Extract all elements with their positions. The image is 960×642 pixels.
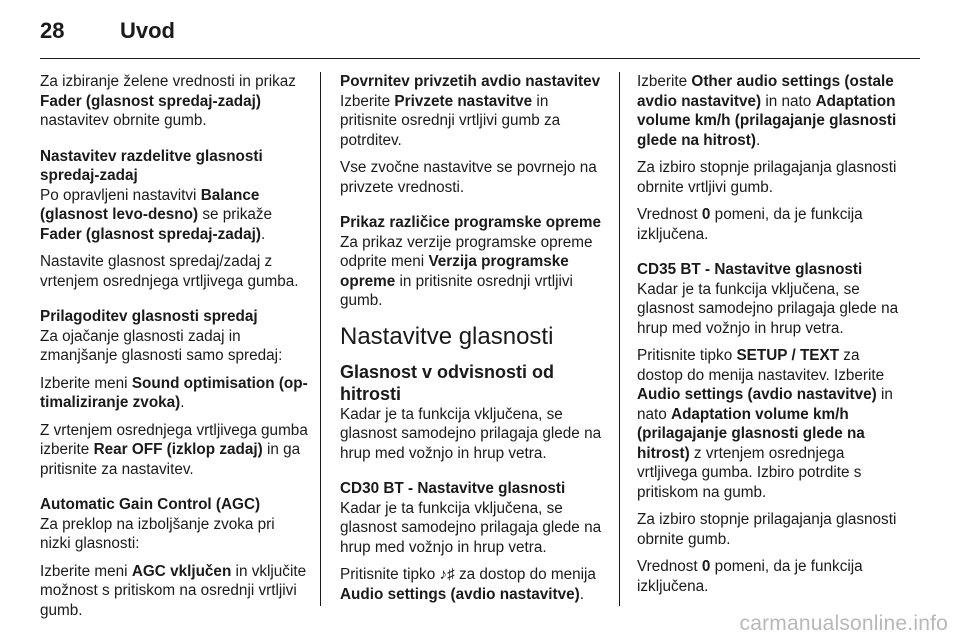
paragraph: Za prikaz verzije programske opreme odprite meni Verzija programske opreme in pritisnite osrednji vrtljivi gumb. <box>340 233 593 309</box>
audio-key-icon: ♪♯ <box>439 566 455 583</box>
paragraph: Vse zvočne nastavitve se povrnejo na privzete vrednosti. <box>340 159 597 196</box>
heading-defaults: Povrnitev privzetih avdio nastavitev <box>340 73 601 90</box>
paragraph: Za ojačanje glasnosti zadaj in zmanjšanje glasnosti samo spredaj: <box>40 327 283 364</box>
page-header <box>40 18 175 48</box>
heading-cd35: CD35 BT - Nastavitve glasnosti <box>637 261 863 278</box>
paragraph: Pritisnite tipko ♪♯ za dostop do menija Audio settings (avdio nastavitve). <box>340 566 596 603</box>
paragraph: Kadar je ta funkcija vključena, se glasnost samodejno prilagaja glede na hrup med vožnjo in hrup vetra. <box>637 280 899 337</box>
paragraph: Vrednost 0 pomeni, da je funkcija izključena. <box>637 558 863 595</box>
chapter-title: Uvod <box>120 18 175 43</box>
column-1 <box>40 72 308 628</box>
paragraph: Izberite Privzete nastavitve in pritisnite osrednji vrtljivi gumb za potrditev. <box>340 92 561 149</box>
paragraph: Izberite Other audio settings (ostale avdio nastavitve) in nato Adaptation volume km/h (prilagajanje glasnosti glede na hitrost). <box>637 73 897 149</box>
paragraph: Za izbiranje želene vrednosti in prikaz Fader (glasnost spredaj-zadaj) nastavitev obrnite gumb. <box>40 73 296 129</box>
paragraph: Za preklop na izboljšanje zvoka pri nizki glasnosti: <box>40 515 275 552</box>
header-rule <box>40 58 920 59</box>
subsection-title: Glasnost v odvisnosti od hitrosti <box>340 361 555 404</box>
page-number: 28 <box>40 18 65 43</box>
paragraph: Izberite meni AGC vključen in vključite možnost s pritiskom na osrednji vrtljivi gumb. <box>40 562 307 619</box>
column-divider-1 <box>320 72 321 606</box>
section-title: Nastavitve glasnosti <box>340 322 554 350</box>
heading-balance: Nastavitev razdelitve glasnosti spredaj-zadaj <box>40 147 263 184</box>
heading-agc: Automatic Gain Control (AGC) <box>40 496 261 513</box>
paragraph: Za izbiro stopnje prilagajanja glasnosti obrnite vrtljivi gumb. <box>637 159 897 196</box>
paragraph: Za izbiro stopnje prilagajanja glasnosti obrnite gumb. <box>637 511 897 548</box>
paragraph: Izberite meni Sound optimisation (optimaliziranje zvoka). <box>40 374 308 411</box>
heading-software-version: Prikaz različice programske opreme <box>340 214 602 231</box>
heading-front-volume: Prilagoditev glasnosti spredaj <box>40 308 258 325</box>
paragraph: Pritisnite tipko SETUP / TEXT za dostop do menija nastavitev. Izberite Audio settings (avdio nastavitve) in nato Adaptation volume km/h (prilagajanje glasnosti glede na hitrost) z vrtenjem osrednjega vrtljivega gumba. Izbiro potrdite s pritiskom na gumb. <box>637 347 893 501</box>
paragraph: Kadar je ta funkcija vključena, se glasnost samodejno prilagaja glede na hrup med vožnjo in hrup vetra. <box>340 499 602 556</box>
column-divider-2 <box>619 72 620 606</box>
column-2 <box>340 72 606 612</box>
paragraph: Kadar je ta funkcija vključena, se glasnost samodejno prilagaja glede na hrup med vožnjo in hrup vetra. <box>340 405 602 462</box>
paragraph: Nastavite glasnost spredaj/zadaj z vrtenjem osrednjega vrtljivega gumba. <box>40 253 299 290</box>
paragraph: Vrednost 0 pomeni, da je funkcija izključena. <box>637 206 863 243</box>
column-3 <box>637 72 907 604</box>
paragraph: Z vrtenjem osrednjega vrtljivega gumba izberite Rear OFF (izklop zadaj) in ga pritisnite za nastavitev. <box>40 421 308 478</box>
heading-cd30: CD30 BT - Nastavitve glasnosti <box>340 480 566 497</box>
paragraph: Po opravljeni nastavitvi Balance (glasnost levo-desno) se prikaže Fader (glasnost spredaj-zadaj). <box>40 186 273 243</box>
watermark: carmanualsonline.info <box>739 612 948 635</box>
